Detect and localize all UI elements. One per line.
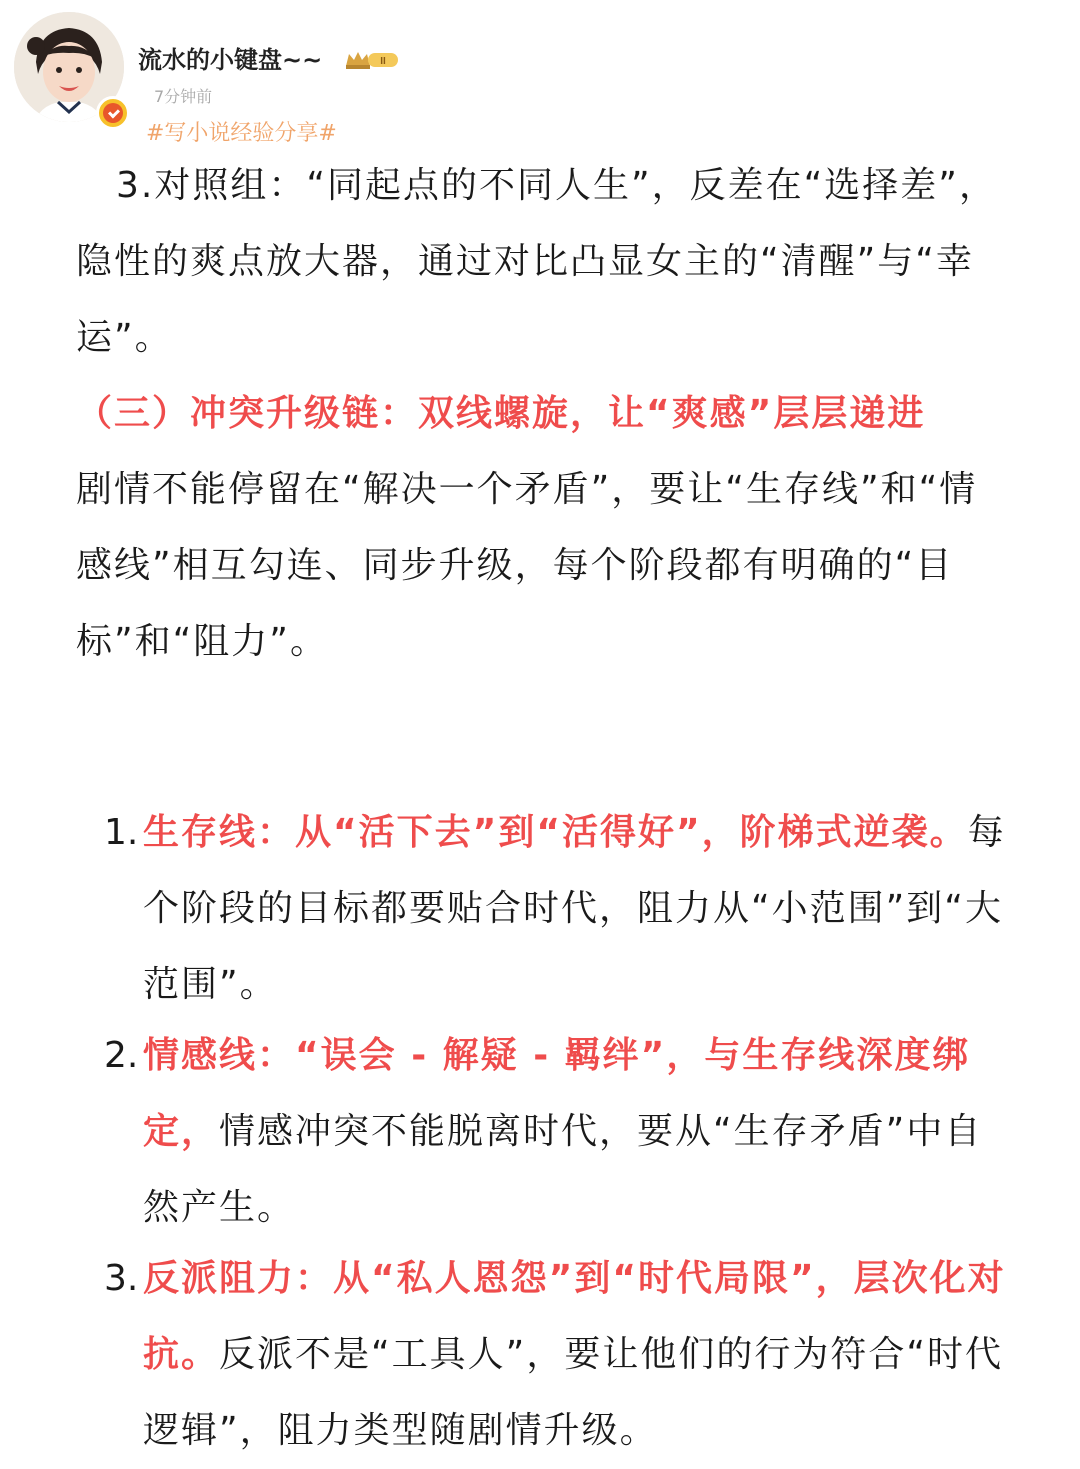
list-item-survival-line [76, 795, 1006, 1023]
list-item-text: 反派不是“工具人”，要让他们的行为符合“时代逻辑”，阻力类型随剧情升级。 [143, 1334, 1003, 1451]
list-item-emotion-line [76, 1018, 1006, 1246]
list-item-villain-resistance [76, 1241, 1006, 1469]
list-item-heading: 反派阻力：从“私人恩怨”到“时代局限”，层次化对抗。 [143, 1258, 1006, 1375]
topic-hashtag-link[interactable]: #写小说经验分享# [146, 121, 337, 146]
paragraph-comparison-group: 3.对照组：“同起点的不同人生”，反差在“选择差”，隐性的爽点放大器，通过对比凸显女主的“清醒”与“幸运”。 [76, 165, 997, 358]
username[interactable]: 流水的小键盘~~ [138, 46, 323, 74]
spacer [76, 680, 1006, 795]
svg-text:II: II [380, 56, 386, 67]
list-number: 1. [104, 812, 139, 853]
list-item-text: 每个阶段的目标都要贴合时代，阻力从“小范围”到“大范围”。 [143, 812, 1006, 1005]
list-number: 3. [104, 1258, 139, 1299]
post-timestamp: 7分钟前 [154, 87, 213, 106]
paragraph-plot-lines: 剧情不能停留在“解决一个矛盾”，要让“生存线”和“情感线”相互勾连、同步升级，每个阶段都有明确的“目标”和“阻力”。 [76, 469, 978, 662]
post-header [14, 12, 614, 146]
post-body [76, 148, 1006, 1464]
crown-level-badge-icon [344, 48, 400, 70]
section-heading: （三）冲突升级链：双线螺旋，让“爽感”层层递进 [76, 393, 926, 434]
verified-badge-icon [96, 96, 130, 130]
list-item-heading: 情感线：“误会 - 解疑 - 羁绊”，与生存线深度绑定， [143, 1035, 971, 1152]
list-item-heading: 生存线：从“活下去”到“活得好”，阶梯式逆袭。 [143, 812, 968, 853]
list-number: 2. [104, 1035, 139, 1076]
list-item-text: 情感冲突不能脱离时代，要从“生存矛盾”中自然产生。 [143, 1111, 983, 1228]
